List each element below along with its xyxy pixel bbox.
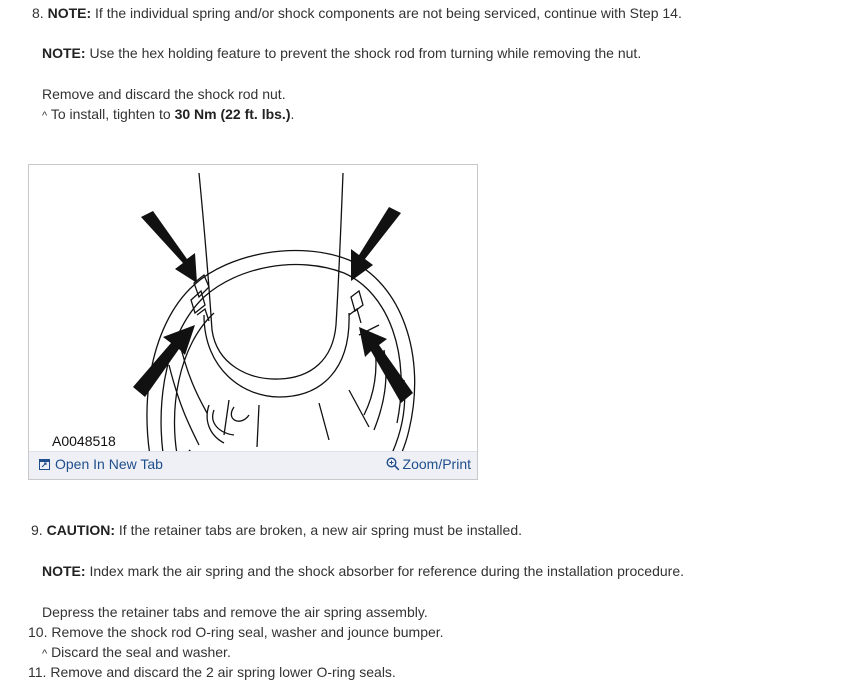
note-label: NOTE: [42,45,86,61]
install-suffix: . [290,106,295,122]
step-8-action: Remove and discard the shock rod nut. [42,86,286,102]
note-text: Use the hex holding feature to prevent the shock rod from turning while removing the nut. [85,45,642,61]
note-label: NOTE: [47,5,92,21]
step-10-sub-text: Discard the seal and washer. [51,644,231,660]
step-9-action: Depress the retainer tabs and remove the air spring assembly. [42,604,428,620]
figure-id: A0048518 [52,433,116,449]
figure-toolbar [29,451,477,479]
step-10-action: Remove the shock rod O-ring seal, washer and jounce bumper. [51,624,444,640]
step-8-install [42,105,294,125]
step-10 [28,623,444,641]
open-in-new-tab-label: Open In New Tab [55,456,163,472]
caution-text: If the retainer tabs are broken, a new air spring must be installed. [115,522,523,538]
zoom-print-label: Zoom/Print [402,456,471,472]
step-11 [28,663,396,681]
caret-bullet: ^ [42,110,48,122]
install-prefix: To install, tighten to [50,106,175,122]
magnifier-icon [386,457,400,471]
shock-rod-illustration [29,165,477,453]
step-11-action: Remove and discard the 2 air spring lower O-ring seals. [50,664,396,680]
step-9-caution [31,521,522,539]
open-new-tab-icon [39,459,50,470]
illustration-figure [28,164,478,480]
step-8-note-2 [42,44,641,62]
step-number: 11. [28,664,47,680]
zoom-print-link[interactable] [386,456,471,472]
step-9-note [42,562,684,580]
note-label: NOTE: [42,563,86,579]
step-10-sub [42,643,231,663]
note-text: If the individual spring and/or shock components are not being serviced, continue with Step 14. [91,5,682,21]
caret-bullet: ^ [42,648,48,660]
step-number: 10. [28,624,48,640]
open-in-new-tab-link[interactable] [39,456,163,472]
torque-value: 30 Nm (22 ft. lbs.) [174,106,291,122]
step-number: 8. [32,5,44,21]
step-number: 9. [31,522,43,538]
note-text: Index mark the air spring and the shock absorber for reference during the installation procedure. [85,563,685,579]
caution-label: CAUTION: [46,522,116,538]
step-8-note [32,4,682,22]
